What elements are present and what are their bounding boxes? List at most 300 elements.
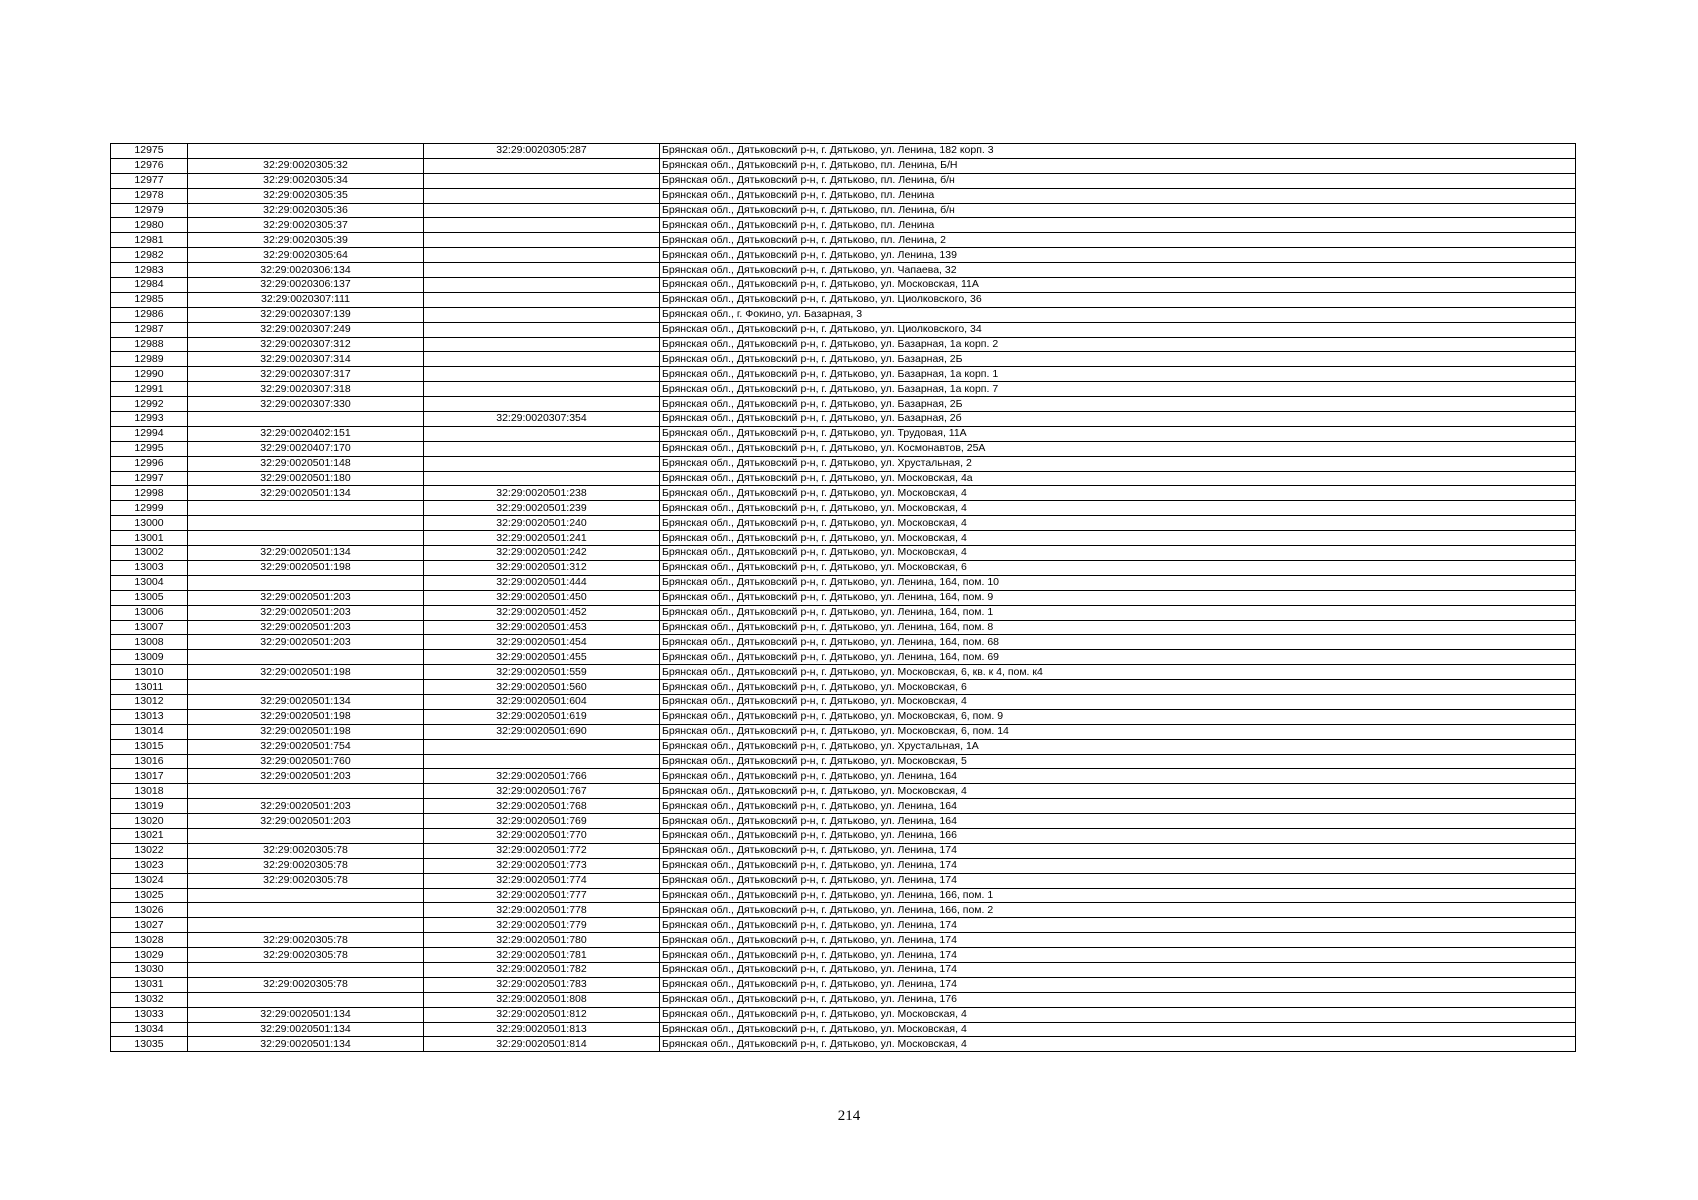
object-cadastral-number-cell: 32:29:0020501:454 [424, 635, 660, 650]
object-cadastral-number-cell [424, 397, 660, 412]
address-cell: Брянская обл., Дятьковский р-н, г. Дятьково, ул. Базарная, 1а корп. 1 [660, 367, 1576, 382]
table-row [111, 933, 1576, 948]
cadastral-number-cell: 32:29:0020501:203 [188, 799, 424, 814]
cadastral-number-cell [188, 501, 424, 516]
object-cadastral-number-cell [424, 203, 660, 218]
row-number-cell: 12995 [111, 441, 188, 456]
object-cadastral-number-cell [424, 263, 660, 278]
object-cadastral-number-cell: 32:29:0020305:287 [424, 144, 660, 159]
row-number-cell: 13031 [111, 977, 188, 992]
table-row [111, 769, 1576, 784]
address-cell: Брянская обл., Дятьковский р-н, г. Дятьково, пл. Ленина, б/н [660, 173, 1576, 188]
object-cadastral-number-cell [424, 278, 660, 293]
cadastral-number-cell: 32:29:0020305:78 [188, 873, 424, 888]
table-row [111, 650, 1576, 665]
table-row [111, 575, 1576, 590]
address-cell: Брянская обл., Дятьковский р-н, г. Дятьково, пл. Ленина, Б/Н [660, 158, 1576, 173]
table-row [111, 144, 1576, 159]
row-number-cell: 12998 [111, 486, 188, 501]
address-cell: Брянская обл., Дятьковский р-н, г. Дятьково, ул. Московская, 4 [660, 1037, 1576, 1052]
object-cadastral-number-cell: 32:29:0020501:690 [424, 724, 660, 739]
address-cell: Брянская обл., Дятьковский р-н, г. Дятьково, ул. Московская, 6 [660, 680, 1576, 695]
row-number-cell: 13015 [111, 739, 188, 754]
cadastral-number-cell: 32:29:0020307:317 [188, 367, 424, 382]
row-number-cell: 12980 [111, 218, 188, 233]
cadastral-number-cell [188, 784, 424, 799]
cadastral-number-cell: 32:29:0020501:180 [188, 471, 424, 486]
row-number-cell: 13006 [111, 605, 188, 620]
row-number-cell: 12988 [111, 337, 188, 352]
address-cell: Брянская обл., Дятьковский р-н, г. Дятьково, ул. Ленина, 164 [660, 814, 1576, 829]
object-cadastral-number-cell: 32:29:0020501:312 [424, 560, 660, 575]
object-cadastral-number-cell [424, 441, 660, 456]
cadastral-number-cell [188, 144, 424, 159]
cadastral-number-cell: 32:29:0020305:78 [188, 858, 424, 873]
cadastral-table [110, 143, 1576, 1052]
address-cell: Брянская обл., Дятьковский р-н, г. Дятьково, ул. Циолковского, 36 [660, 292, 1576, 307]
row-number-cell: 12984 [111, 278, 188, 293]
object-cadastral-number-cell: 32:29:0020501:778 [424, 903, 660, 918]
row-number-cell: 13020 [111, 814, 188, 829]
object-cadastral-number-cell [424, 754, 660, 769]
row-number-cell: 13033 [111, 1007, 188, 1022]
table-row [111, 903, 1576, 918]
row-number-cell: 12979 [111, 203, 188, 218]
row-number-cell: 12977 [111, 173, 188, 188]
row-number-cell: 13003 [111, 560, 188, 575]
table-row [111, 203, 1576, 218]
address-cell: Брянская обл., Дятьковский р-н, г. Дятьково, ул. Московская, 6 [660, 560, 1576, 575]
address-cell: Брянская обл., Дятьковский р-н, г. Дятьково, пл. Ленина [660, 218, 1576, 233]
object-cadastral-number-cell: 32:29:0020501:772 [424, 843, 660, 858]
cadastral-number-cell: 32:29:0020501:198 [188, 560, 424, 575]
address-cell: Брянская обл., Дятьковский р-н, г. Дятьково, ул. Ленина, 174 [660, 843, 1576, 858]
address-cell: Брянская обл., Дятьковский р-н, г. Дятьково, ул. Ленина, 174 [660, 873, 1576, 888]
table-row [111, 739, 1576, 754]
table-row [111, 843, 1576, 858]
address-cell: Брянская обл., Дятьковский р-н, г. Дятьково, ул. Московская, 6, пом. 14 [660, 724, 1576, 739]
row-number-cell: 13030 [111, 962, 188, 977]
table-row [111, 948, 1576, 963]
table-row [111, 888, 1576, 903]
row-number-cell: 13035 [111, 1037, 188, 1052]
address-cell: Брянская обл., Дятьковский р-н, г. Дятьково, ул. Ленина, 139 [660, 248, 1576, 263]
cadastral-number-cell [188, 828, 424, 843]
cadastral-number-cell: 32:29:0020305:39 [188, 233, 424, 248]
row-number-cell: 13009 [111, 650, 188, 665]
cadastral-number-cell: 32:29:0020305:37 [188, 218, 424, 233]
object-cadastral-number-cell: 32:29:0020501:560 [424, 680, 660, 695]
table-row [111, 233, 1576, 248]
table-row [111, 873, 1576, 888]
object-cadastral-number-cell [424, 456, 660, 471]
table-row [111, 754, 1576, 769]
table-row [111, 620, 1576, 635]
cadastral-number-cell [188, 575, 424, 590]
row-number-cell: 13029 [111, 948, 188, 963]
cadastral-number-cell: 32:29:0020305:32 [188, 158, 424, 173]
table-row [111, 814, 1576, 829]
cadastral-number-cell: 32:29:0020501:134 [188, 486, 424, 501]
object-cadastral-number-cell: 32:29:0020501:242 [424, 546, 660, 561]
address-cell: Брянская обл., Дятьковский р-н, г. Дятьково, ул. Ленина, 164 [660, 799, 1576, 814]
table-row [111, 352, 1576, 367]
address-cell: Брянская обл., Дятьковский р-н, г. Дятьково, пл. Ленина [660, 188, 1576, 203]
row-number-cell: 13016 [111, 754, 188, 769]
row-number-cell: 13032 [111, 992, 188, 1007]
cadastral-number-cell: 32:29:0020305:35 [188, 188, 424, 203]
object-cadastral-number-cell: 32:29:0020501:241 [424, 531, 660, 546]
table-row [111, 501, 1576, 516]
cadastral-number-cell: 32:29:0020305:78 [188, 843, 424, 858]
row-number-cell: 12976 [111, 158, 188, 173]
object-cadastral-number-cell [424, 352, 660, 367]
table-row [111, 962, 1576, 977]
row-number-cell: 12983 [111, 263, 188, 278]
cadastral-number-cell: 32:29:0020305:78 [188, 933, 424, 948]
object-cadastral-number-cell: 32:29:0020501:783 [424, 977, 660, 992]
table-row [111, 918, 1576, 933]
cadastral-number-cell [188, 412, 424, 427]
address-cell: Брянская обл., Дятьковский р-н, г. Дятьково, ул. Московская, 4 [660, 1007, 1576, 1022]
row-number-cell: 12985 [111, 292, 188, 307]
row-number-cell: 12994 [111, 426, 188, 441]
address-cell: Брянская обл., Дятьковский р-н, г. Дятьково, ул. Московская, 6, пом. 9 [660, 709, 1576, 724]
object-cadastral-number-cell: 32:29:0020501:780 [424, 933, 660, 948]
cadastral-number-cell: 32:29:0020501:148 [188, 456, 424, 471]
address-cell: Брянская обл., Дятьковский р-н, г. Дятьково, ул. Базарная, 2Б [660, 397, 1576, 412]
object-cadastral-number-cell: 32:29:0020501:455 [424, 650, 660, 665]
object-cadastral-number-cell: 32:29:0020501:781 [424, 948, 660, 963]
table-row [111, 709, 1576, 724]
cadastral-number-cell: 32:29:0020407:170 [188, 441, 424, 456]
address-cell: Брянская обл., Дятьковский р-н, г. Дятьково, ул. Московская, 4 [660, 531, 1576, 546]
cadastral-table-body [111, 144, 1576, 1052]
object-cadastral-number-cell [424, 307, 660, 322]
address-cell: Брянская обл., Дятьковский р-н, г. Дятьково, ул. Московская, 4 [660, 1022, 1576, 1037]
cadastral-number-cell [188, 650, 424, 665]
address-cell: Брянская обл., Дятьковский р-н, г. Дятьково, ул. Ленина, 164, пом. 68 [660, 635, 1576, 650]
table-row [111, 412, 1576, 427]
row-number-cell: 12975 [111, 144, 188, 159]
row-number-cell: 13034 [111, 1022, 188, 1037]
address-cell: Брянская обл., Дятьковский р-н, г. Дятьково, ул. Ленина, 174 [660, 858, 1576, 873]
table-row [111, 590, 1576, 605]
row-number-cell: 13026 [111, 903, 188, 918]
cadastral-number-cell [188, 992, 424, 1007]
table-row [111, 531, 1576, 546]
row-number-cell: 12978 [111, 188, 188, 203]
table-row [111, 188, 1576, 203]
cadastral-number-cell: 32:29:0020307:111 [188, 292, 424, 307]
object-cadastral-number-cell: 32:29:0020501:239 [424, 501, 660, 516]
object-cadastral-number-cell: 32:29:0020501:240 [424, 516, 660, 531]
address-cell: Брянская обл., Дятьковский р-н, г. Дятьково, ул. Ленина, 174 [660, 933, 1576, 948]
address-cell: Брянская обл., Дятьковский р-н, г. Дятьково, ул. Ленина, 174 [660, 948, 1576, 963]
table-row [111, 471, 1576, 486]
table-row [111, 307, 1576, 322]
object-cadastral-number-cell: 32:29:0020501:777 [424, 888, 660, 903]
cadastral-number-cell: 32:29:0020305:36 [188, 203, 424, 218]
address-cell: Брянская обл., Дятьковский р-н, г. Дятьково, ул. Ленина, 174 [660, 962, 1576, 977]
address-cell: Брянская обл., Дятьковский р-н, г. Дятьково, ул. Ленина, 166, пом. 2 [660, 903, 1576, 918]
row-number-cell: 12990 [111, 367, 188, 382]
address-cell: Брянская обл., Дятьковский р-н, г. Дятьково, ул. Базарная, 2б [660, 412, 1576, 427]
cadastral-number-cell: 32:29:0020307:330 [188, 397, 424, 412]
object-cadastral-number-cell [424, 426, 660, 441]
cadastral-number-cell: 32:29:0020306:137 [188, 278, 424, 293]
cadastral-number-cell: 32:29:0020501:134 [188, 546, 424, 561]
address-cell: Брянская обл., Дятьковский р-н, г. Дятьково, ул. Московская, 4 [660, 516, 1576, 531]
address-cell: Брянская обл., Дятьковский р-н, г. Дятьково, ул. Хрустальная, 2 [660, 456, 1576, 471]
table-row [111, 858, 1576, 873]
cadastral-number-cell: 32:29:0020501:203 [188, 814, 424, 829]
object-cadastral-number-cell: 32:29:0020501:813 [424, 1022, 660, 1037]
object-cadastral-number-cell [424, 471, 660, 486]
row-number-cell: 13028 [111, 933, 188, 948]
row-number-cell: 13025 [111, 888, 188, 903]
table-row [111, 1007, 1576, 1022]
cadastral-number-cell: 32:29:0020307:318 [188, 382, 424, 397]
object-cadastral-number-cell [424, 158, 660, 173]
row-number-cell: 12991 [111, 382, 188, 397]
cadastral-number-cell: 32:29:0020306:134 [188, 263, 424, 278]
object-cadastral-number-cell: 32:29:0020501:769 [424, 814, 660, 829]
object-cadastral-number-cell: 32:29:0020501:767 [424, 784, 660, 799]
cadastral-number-cell: 32:29:0020501:134 [188, 1037, 424, 1052]
address-cell: Брянская обл., Дятьковский р-н, г. Дятьково, ул. Ленина, 164, пом. 10 [660, 575, 1576, 590]
cadastral-number-cell: 32:29:0020305:34 [188, 173, 424, 188]
row-number-cell: 13008 [111, 635, 188, 650]
table-row [111, 1022, 1576, 1037]
address-cell: Брянская обл., Дятьковский р-н, г. Дятьково, ул. Ленина, 182 корп. 3 [660, 144, 1576, 159]
address-cell: Брянская обл., Дятьковский р-н, г. Дятьково, ул. Московская, 4 [660, 486, 1576, 501]
cadastral-number-cell: 32:29:0020307:139 [188, 307, 424, 322]
object-cadastral-number-cell [424, 292, 660, 307]
object-cadastral-number-cell [424, 218, 660, 233]
table-row [111, 173, 1576, 188]
address-cell: Брянская обл., Дятьковский р-н, г. Дятьково, ул. Трудовая, 11А [660, 426, 1576, 441]
table-row [111, 516, 1576, 531]
table-row [111, 694, 1576, 709]
cadastral-number-cell [188, 962, 424, 977]
cadastral-number-cell [188, 680, 424, 695]
table-row [111, 546, 1576, 561]
row-number-cell: 13027 [111, 918, 188, 933]
address-cell: Брянская обл., Дятьковский р-н, г. Дятьково, ул. Ленина, 166 [660, 828, 1576, 843]
address-cell: Брянская обл., Дятьковский р-н, г. Дятьково, ул. Московская, 11А [660, 278, 1576, 293]
object-cadastral-number-cell: 32:29:0020501:814 [424, 1037, 660, 1052]
table-row [111, 218, 1576, 233]
cadastral-number-cell [188, 516, 424, 531]
object-cadastral-number-cell: 32:29:0020501:782 [424, 962, 660, 977]
address-cell: Брянская обл., Дятьковский р-н, г. Дятьково, ул. Московская, 6, кв. к 4, пом. к4 [660, 665, 1576, 680]
object-cadastral-number-cell: 32:29:0020501:619 [424, 709, 660, 724]
table-row [111, 977, 1576, 992]
cadastral-number-cell: 32:29:0020501:134 [188, 1007, 424, 1022]
address-cell: Брянская обл., Дятьковский р-н, г. Дятьково, ул. Ленина, 176 [660, 992, 1576, 1007]
table-row [111, 665, 1576, 680]
row-number-cell: 12996 [111, 456, 188, 471]
row-number-cell: 13002 [111, 546, 188, 561]
object-cadastral-number-cell: 32:29:0020307:354 [424, 412, 660, 427]
cadastral-number-cell: 32:29:0020501:198 [188, 665, 424, 680]
object-cadastral-number-cell [424, 248, 660, 263]
row-number-cell: 13001 [111, 531, 188, 546]
object-cadastral-number-cell [424, 188, 660, 203]
row-number-cell: 13019 [111, 799, 188, 814]
cadastral-number-cell: 32:29:0020501:203 [188, 769, 424, 784]
cadastral-number-cell: 32:29:0020501:134 [188, 694, 424, 709]
row-number-cell: 13012 [111, 694, 188, 709]
table-row [111, 680, 1576, 695]
table-row [111, 441, 1576, 456]
object-cadastral-number-cell: 32:29:0020501:779 [424, 918, 660, 933]
row-number-cell: 13017 [111, 769, 188, 784]
table-row [111, 337, 1576, 352]
table-row [111, 828, 1576, 843]
address-cell: Брянская обл., Дятьковский р-н, г. Дятьково, ул. Ленина, 166, пом. 1 [660, 888, 1576, 903]
row-number-cell: 13014 [111, 724, 188, 739]
table-row [111, 426, 1576, 441]
row-number-cell: 13010 [111, 665, 188, 680]
row-number-cell: 13007 [111, 620, 188, 635]
object-cadastral-number-cell [424, 322, 660, 337]
cadastral-number-cell: 32:29:0020501:203 [188, 620, 424, 635]
address-cell: Брянская обл., Дятьковский р-н, г. Дятьково, ул. Космонавтов, 25А [660, 441, 1576, 456]
object-cadastral-number-cell [424, 233, 660, 248]
object-cadastral-number-cell: 32:29:0020501:604 [424, 694, 660, 709]
row-number-cell: 13013 [111, 709, 188, 724]
object-cadastral-number-cell: 32:29:0020501:766 [424, 769, 660, 784]
table-row [111, 560, 1576, 575]
table-row [111, 367, 1576, 382]
cadastral-number-cell: 32:29:0020501:134 [188, 1022, 424, 1037]
address-cell: Брянская обл., Дятьковский р-н, г. Дятьково, ул. Базарная, 2Б [660, 352, 1576, 367]
address-cell: Брянская обл., Дятьковский р-н, г. Дятьково, ул. Хрустальная, 1А [660, 739, 1576, 754]
cadastral-number-cell [188, 918, 424, 933]
object-cadastral-number-cell: 32:29:0020501:768 [424, 799, 660, 814]
cadastral-number-cell [188, 888, 424, 903]
table-row [111, 322, 1576, 337]
row-number-cell: 12997 [111, 471, 188, 486]
row-number-cell: 12989 [111, 352, 188, 367]
row-number-cell: 12992 [111, 397, 188, 412]
object-cadastral-number-cell: 32:29:0020501:450 [424, 590, 660, 605]
table-row [111, 382, 1576, 397]
address-cell: Брянская обл., Дятьковский р-н, г. Дятьково, ул. Ленина, 174 [660, 918, 1576, 933]
cadastral-number-cell: 32:29:0020501:203 [188, 605, 424, 620]
row-number-cell: 13023 [111, 858, 188, 873]
object-cadastral-number-cell: 32:29:0020501:812 [424, 1007, 660, 1022]
object-cadastral-number-cell: 32:29:0020501:238 [424, 486, 660, 501]
address-cell: Брянская обл., Дятьковский р-н, г. Дятьково, ул. Базарная, 1а корп. 2 [660, 337, 1576, 352]
row-number-cell: 13000 [111, 516, 188, 531]
address-cell: Брянская обл., Дятьковский р-н, г. Дятьково, пл. Ленина, 2 [660, 233, 1576, 248]
table-row [111, 605, 1576, 620]
address-cell: Брянская обл., г. Фокино, ул. Базарная, 3 [660, 307, 1576, 322]
cadastral-number-cell: 32:29:0020501:198 [188, 724, 424, 739]
address-cell: Брянская обл., Дятьковский р-н, г. Дятьково, ул. Циолковского, 34 [660, 322, 1576, 337]
table-row [111, 635, 1576, 650]
address-cell: Брянская обл., Дятьковский р-н, г. Дятьково, ул. Московская, 5 [660, 754, 1576, 769]
cadastral-number-cell: 32:29:0020501:760 [188, 754, 424, 769]
row-number-cell: 12999 [111, 501, 188, 516]
address-cell: Брянская обл., Дятьковский р-н, г. Дятьково, ул. Московская, 4а [660, 471, 1576, 486]
table-row [111, 724, 1576, 739]
object-cadastral-number-cell: 32:29:0020501:453 [424, 620, 660, 635]
row-number-cell: 13024 [111, 873, 188, 888]
cadastral-number-cell: 32:29:0020307:312 [188, 337, 424, 352]
object-cadastral-number-cell [424, 739, 660, 754]
cadastral-number-cell: 32:29:0020305:64 [188, 248, 424, 263]
object-cadastral-number-cell: 32:29:0020501:808 [424, 992, 660, 1007]
cadastral-number-cell: 32:29:0020402:151 [188, 426, 424, 441]
table-row [111, 1037, 1576, 1052]
address-cell: Брянская обл., Дятьковский р-н, г. Дятьково, ул. Ленина, 164, пом. 1 [660, 605, 1576, 620]
cadastral-number-cell: 32:29:0020305:78 [188, 948, 424, 963]
table-row [111, 456, 1576, 471]
table-row [111, 992, 1576, 1007]
cadastral-number-cell: 32:29:0020307:314 [188, 352, 424, 367]
object-cadastral-number-cell [424, 382, 660, 397]
object-cadastral-number-cell: 32:29:0020501:773 [424, 858, 660, 873]
address-cell: Брянская обл., Дятьковский р-н, г. Дятьково, ул. Ленина, 164, пом. 9 [660, 590, 1576, 605]
row-number-cell: 13018 [111, 784, 188, 799]
table-row [111, 784, 1576, 799]
cadastral-number-cell: 32:29:0020501:754 [188, 739, 424, 754]
table-row [111, 248, 1576, 263]
address-cell: Брянская обл., Дятьковский р-н, г. Дятьково, ул. Ленина, 164, пом. 69 [660, 650, 1576, 665]
cadastral-number-cell [188, 903, 424, 918]
table-row [111, 486, 1576, 501]
row-number-cell: 13022 [111, 843, 188, 858]
row-number-cell: 13005 [111, 590, 188, 605]
address-cell: Брянская обл., Дятьковский р-н, г. Дятьково, ул. Московская, 4 [660, 501, 1576, 516]
address-cell: Брянская обл., Дятьковский р-н, г. Дятьково, пл. Ленина, б/н [660, 203, 1576, 218]
table-row [111, 263, 1576, 278]
address-cell: Брянская обл., Дятьковский р-н, г. Дятьково, ул. Московская, 4 [660, 546, 1576, 561]
cadastral-number-cell [188, 531, 424, 546]
address-cell: Брянская обл., Дятьковский р-н, г. Дятьково, ул. Базарная, 1а корп. 7 [660, 382, 1576, 397]
object-cadastral-number-cell [424, 173, 660, 188]
cadastral-number-cell: 32:29:0020501:203 [188, 590, 424, 605]
table-row [111, 158, 1576, 173]
row-number-cell: 12982 [111, 248, 188, 263]
address-cell: Брянская обл., Дятьковский р-н, г. Дятьково, ул. Московская, 4 [660, 784, 1576, 799]
row-number-cell: 13011 [111, 680, 188, 695]
cadastral-number-cell: 32:29:0020501:203 [188, 635, 424, 650]
row-number-cell: 12986 [111, 307, 188, 322]
row-number-cell: 13004 [111, 575, 188, 590]
table-row [111, 799, 1576, 814]
address-cell: Брянская обл., Дятьковский р-н, г. Дятьково, ул. Московская, 4 [660, 694, 1576, 709]
row-number-cell: 12981 [111, 233, 188, 248]
cadastral-number-cell: 32:29:0020501:198 [188, 709, 424, 724]
object-cadastral-number-cell: 32:29:0020501:559 [424, 665, 660, 680]
table-row [111, 397, 1576, 412]
row-number-cell: 12993 [111, 412, 188, 427]
cadastral-number-cell: 32:29:0020305:78 [188, 977, 424, 992]
address-cell: Брянская обл., Дятьковский р-н, г. Дятьково, ул. Ленина, 174 [660, 977, 1576, 992]
row-number-cell: 13021 [111, 828, 188, 843]
object-cadastral-number-cell [424, 367, 660, 382]
table-row [111, 292, 1576, 307]
page-number: 214 [837, 1108, 861, 1124]
object-cadastral-number-cell: 32:29:0020501:774 [424, 873, 660, 888]
table-row [111, 278, 1576, 293]
address-cell: Брянская обл., Дятьковский р-н, г. Дятьково, ул. Ленина, 164 [660, 769, 1576, 784]
